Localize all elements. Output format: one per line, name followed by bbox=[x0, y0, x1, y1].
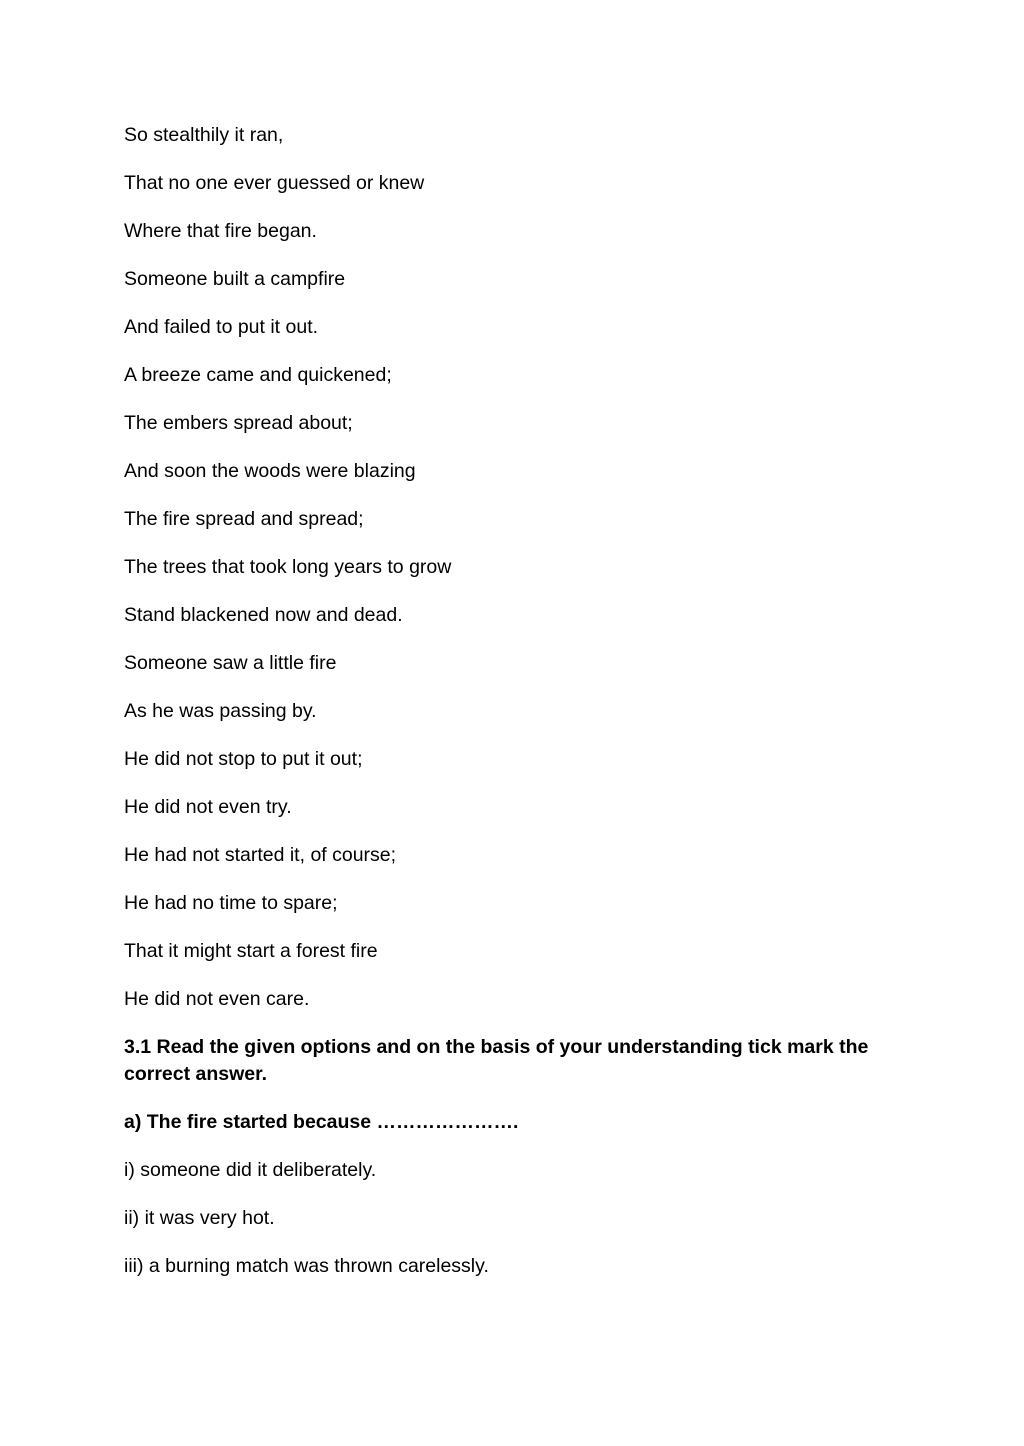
poem-line: He did not stop to put it out; bbox=[124, 748, 363, 770]
answer-option: i) someone did it deliberately. bbox=[124, 1159, 377, 1181]
poem-line: The embers spread about; bbox=[124, 412, 353, 434]
poem bbox=[124, 122, 914, 1012]
poem-line: As he was passing by. bbox=[124, 700, 317, 722]
poem-line: Where that fire began. bbox=[124, 220, 317, 242]
answer-option: ii) it was very hot. bbox=[124, 1207, 275, 1229]
poem-line: That no one ever guessed or knew bbox=[124, 172, 425, 194]
document-content bbox=[124, 122, 914, 1301]
poem-line: The fire spread and spread; bbox=[124, 508, 364, 530]
question-part-a: a) The fire started because …………………. bbox=[124, 1111, 519, 1133]
poem-line: And failed to put it out. bbox=[124, 316, 319, 338]
poem-line: So stealthily it ran, bbox=[124, 124, 284, 146]
poem-line: That it might start a forest fire bbox=[124, 940, 378, 962]
poem-line: He did not even try. bbox=[124, 796, 292, 818]
poem-line: He had no time to spare; bbox=[124, 892, 338, 914]
poem-line: He had not started it, of course; bbox=[124, 844, 397, 866]
poem-line: And soon the woods were blazing bbox=[124, 460, 416, 482]
poem-line: Someone built a campfire bbox=[124, 268, 346, 290]
answer-options bbox=[124, 1157, 914, 1279]
poem-line: Stand blackened now and dead. bbox=[124, 604, 403, 626]
poem-line: He did not even care. bbox=[124, 988, 310, 1010]
answer-option: iii) a burning match was thrown carelessly. bbox=[124, 1255, 489, 1277]
poem-line: Someone saw a little fire bbox=[124, 652, 337, 674]
question-instruction: 3.1 Read the given options and on the basis of your understanding tick mark the correct answer. bbox=[124, 1036, 869, 1085]
poem-line: A breeze came and quickened; bbox=[124, 364, 392, 386]
poem-line: The trees that took long years to grow bbox=[124, 556, 452, 578]
